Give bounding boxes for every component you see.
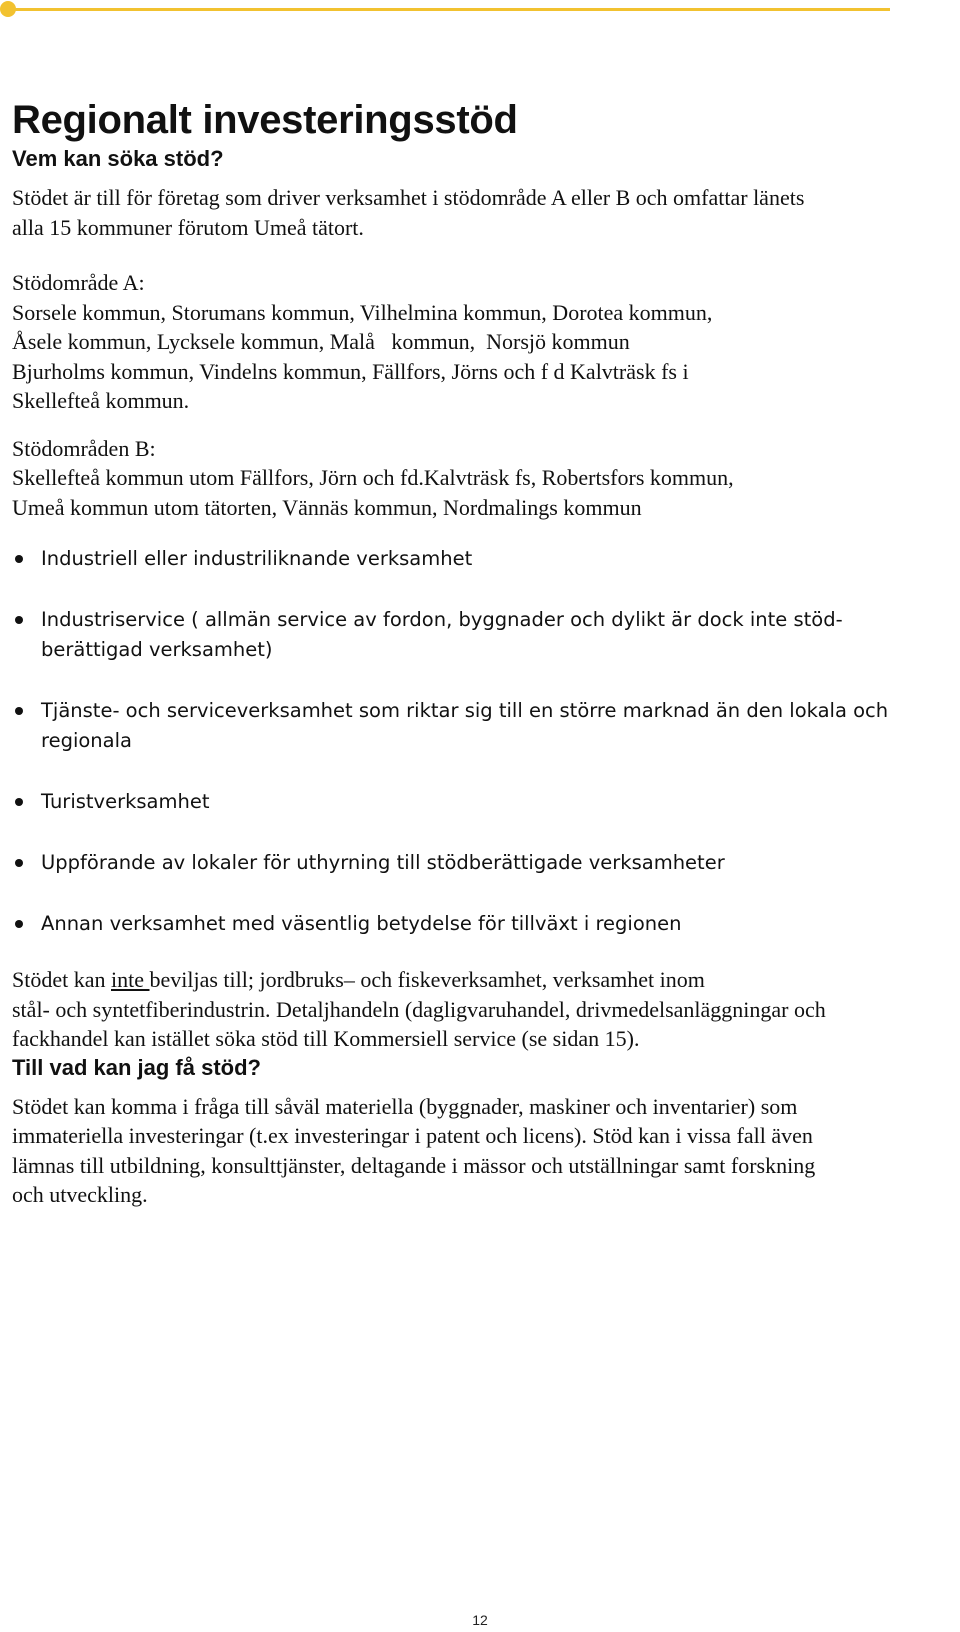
support-line: immateriella investeringar (t.ex investeringar i patent och licens). Stöd kan i vissa fall även: [12, 1123, 813, 1148]
bullet-icon: [15, 707, 23, 715]
header-accent-line: [10, 8, 890, 11]
list-item: Uppförande av lokaler för uthyrning till stödberättigade verksamheter: [12, 848, 957, 878]
support-line: och utveckling.: [12, 1182, 148, 1207]
section-heading-who: Vem kan söka stöd?: [12, 146, 224, 171]
page-title: Regionalt investeringsstöd: [12, 98, 518, 142]
area-a-label: Stödområde A:: [12, 270, 145, 295]
eligible-activities-list: [12, 544, 957, 939]
area-a-line: Åsele kommun, Lycksele kommun, Malå kommun, Norsjö kommun: [12, 329, 630, 354]
area-a-line: Bjurholms kommun, Vindelns kommun, Fällfors, Jörns och f d Kalvträsk fs i: [12, 358, 689, 384]
bullet-icon: [15, 555, 23, 563]
support-line: Stödet kan komma i fråga till såväl materiella (byggnader, maskiner och inventarier) som: [12, 1093, 798, 1119]
intro-line: alla 15 kommuner förutom Umeå tätort.: [12, 214, 364, 240]
area-b-label: Stödområden B:: [12, 435, 156, 461]
bullet-icon: [15, 859, 23, 867]
list-item: Industriell eller industriliknande verksamhet: [12, 544, 957, 574]
area-a-block: [12, 268, 957, 416]
exclusion-line: Stödet kan inte beviljas till; jordbruks– och fiskeverksamhet, verksamhet inom: [12, 967, 705, 992]
support-line: lämnas till utbildning, konsulttjänster, deltagande i mässor och utställningar samt forskning: [12, 1152, 816, 1178]
bullet-icon: [15, 798, 23, 806]
intro-line: Stödet är till för företag som driver verksamhet i stödområde A eller B och omfattar länets: [12, 185, 805, 210]
list-item: Turistverksamhet: [12, 787, 957, 817]
section-heading-what: Till vad kan jag få stöd?: [12, 1054, 261, 1080]
page-number: 12: [472, 1612, 488, 1628]
list-item: Industriservice ( allmän service av fordon, byggnader och dylikt är dock inte stöd- berättigad verksamhet): [12, 605, 957, 665]
area-a-line: Skellefteå kommun.: [12, 388, 190, 413]
area-a-line: Sorsele kommun, Storumans kommun, Vilhelmina kommun, Dorotea kommun,: [12, 299, 713, 325]
exclusion-line: stål- och syntetfiberindustrin. Detaljhandeln (dagligvaruhandel, drivmedelsanläggningar och: [12, 996, 826, 1022]
area-b-line: Skellefteå kommun utom Fällfors, Jörn och fd.Kalvträsk fs, Robertsfors kommun,: [12, 465, 734, 490]
bullet-icon: [15, 616, 23, 624]
exclusion-paragraph: [12, 965, 957, 1054]
exclusion-line: fackhandel kan istället söka stöd till Kommersiell service (se sidan 15).: [12, 1026, 640, 1051]
area-b-line: Umeå kommun utom tätorten, Vännäs kommun, Nordmalings kommun: [12, 494, 642, 520]
area-b-block: [12, 434, 957, 523]
support-paragraph: [12, 1092, 957, 1210]
list-item: Annan verksamhet med väsentlig betydelse för tillväxt i regionen: [12, 909, 957, 939]
bullet-icon: [15, 920, 23, 928]
list-item: Tjänste- och serviceverksamhet som riktar sig till en större marknad än den lokala och regionala: [12, 696, 957, 756]
intro-paragraph: [12, 183, 957, 242]
document-body: [12, 95, 957, 1210]
